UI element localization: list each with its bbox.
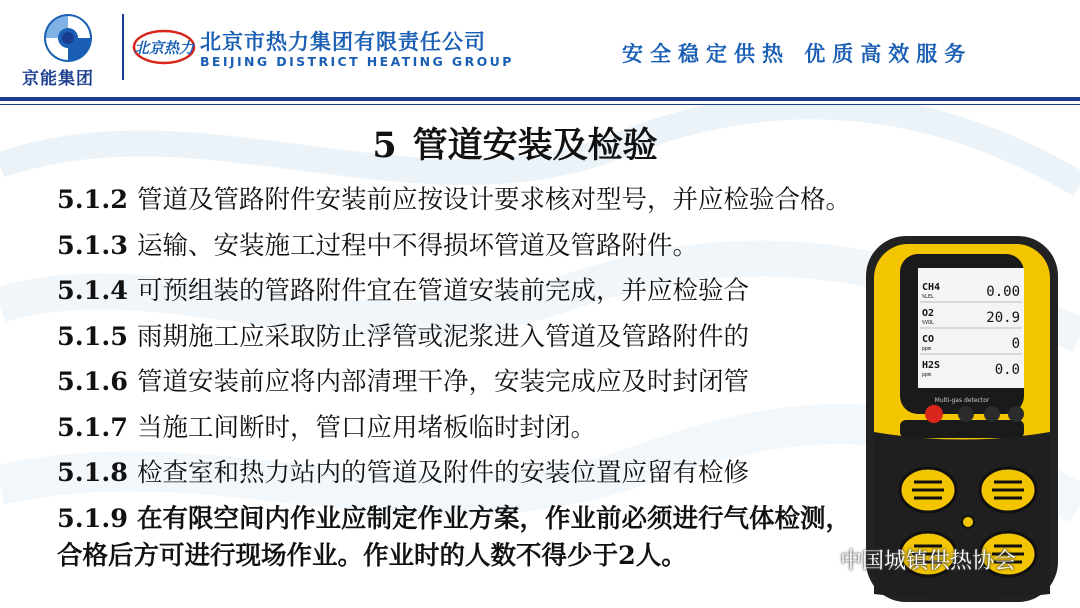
- reading-unit-o2: %VOL: [922, 320, 935, 326]
- down-button-icon: [984, 406, 1000, 422]
- beijing-heating-logo-icon: [132, 28, 196, 66]
- clause-text: 雨期施工应采取防止浮管或泥浆进入管道及管路附件的: [137, 321, 750, 352]
- reading-gas-co: CO: [922, 334, 935, 345]
- header-divider: [122, 14, 124, 80]
- clause-item: [57, 406, 857, 452]
- reading-value-o2: 20.9: [986, 310, 1020, 326]
- clause-list: [57, 178, 857, 598]
- header-rule-thin: [0, 104, 1080, 105]
- watermark: [802, 542, 1016, 576]
- watermark-text: 中国城镇供热协会: [840, 548, 1017, 574]
- clause-number: 5.1.2: [57, 185, 128, 215]
- header-rule-thick: [0, 97, 1080, 101]
- clause-item: [57, 269, 857, 315]
- reading-value-co: 0: [1011, 336, 1020, 352]
- clause-number: 5.1.5: [57, 321, 128, 352]
- reading-unit-co: ppm: [922, 346, 932, 352]
- reading-gas-o2: O2: [922, 308, 935, 319]
- ok-button-icon: [958, 406, 974, 422]
- header: [0, 0, 1080, 100]
- reading-gas-ch4: CH4: [922, 282, 941, 293]
- reading-gas-h2s: H2S: [922, 360, 941, 371]
- reading-value-h2s: 0.0: [994, 362, 1020, 378]
- company-name-en: BEIJING DISTRICT HEATING GROUP: [200, 54, 514, 69]
- reading-value-ch4: 0.00: [986, 284, 1020, 300]
- clause-text: 当施工间断时，管口应用堵板临时封闭。: [137, 412, 597, 443]
- clause-item: [57, 224, 857, 270]
- group-name: 京能集团: [22, 69, 94, 89]
- clause-number: 5.1.7: [57, 412, 128, 443]
- company-name-cn: 北京市热力集团有限责任公司: [200, 30, 486, 54]
- clause-text: 在有限空间内作业应制定作业方案，作业前必须进行气体检测，合格后方可进行现场作业。作业时的人数不得少于2人。: [57, 503, 852, 571]
- clause-text: 管道及管路附件安装前应按设计要求核对型号，并应检验合格。: [137, 185, 852, 215]
- section-title-text: 管道安装及检验: [412, 125, 658, 166]
- section-number: 5: [372, 125, 397, 166]
- clause-text: 管道安装前应将内部清理干净，安装完成应及时封闭管: [137, 367, 750, 397]
- slogan: 安全稳定供热 优质高效服务: [622, 41, 973, 66]
- clause-text: 检查室和热力站内的管道及附件的安装位置应留有检修: [137, 458, 750, 488]
- brand-badge-text: 北京热力: [133, 39, 195, 57]
- clause-text: 运输、安装施工过程中不得损坏管道及管路附件。: [137, 230, 699, 261]
- clause-item: [57, 360, 857, 406]
- clause-number: 5.1.4: [57, 276, 128, 306]
- clause-number: 5.1.6: [57, 367, 128, 397]
- clause-item: [57, 451, 857, 497]
- up-button-icon: [1008, 406, 1024, 422]
- screw-icon: [962, 516, 974, 528]
- clause-item: [57, 315, 857, 361]
- clause-item: [57, 501, 857, 575]
- clause-number: 5.1.8: [57, 458, 128, 488]
- detector-label: Multi-gas detector: [934, 397, 990, 404]
- power-button-icon: [925, 405, 943, 423]
- clause-number: 5.1.3: [57, 230, 128, 261]
- wechat-icon: [802, 544, 832, 574]
- reading-unit-ch4: %LEL: [922, 294, 935, 300]
- clause-text: 可预组装的管路附件宜在管道安装前完成，并应检验合: [137, 276, 750, 306]
- clause-number: 5.1.9: [57, 503, 128, 534]
- clause-item: [57, 178, 857, 224]
- reading-unit-h2s: ppm: [922, 372, 932, 378]
- section-title: [0, 118, 1030, 168]
